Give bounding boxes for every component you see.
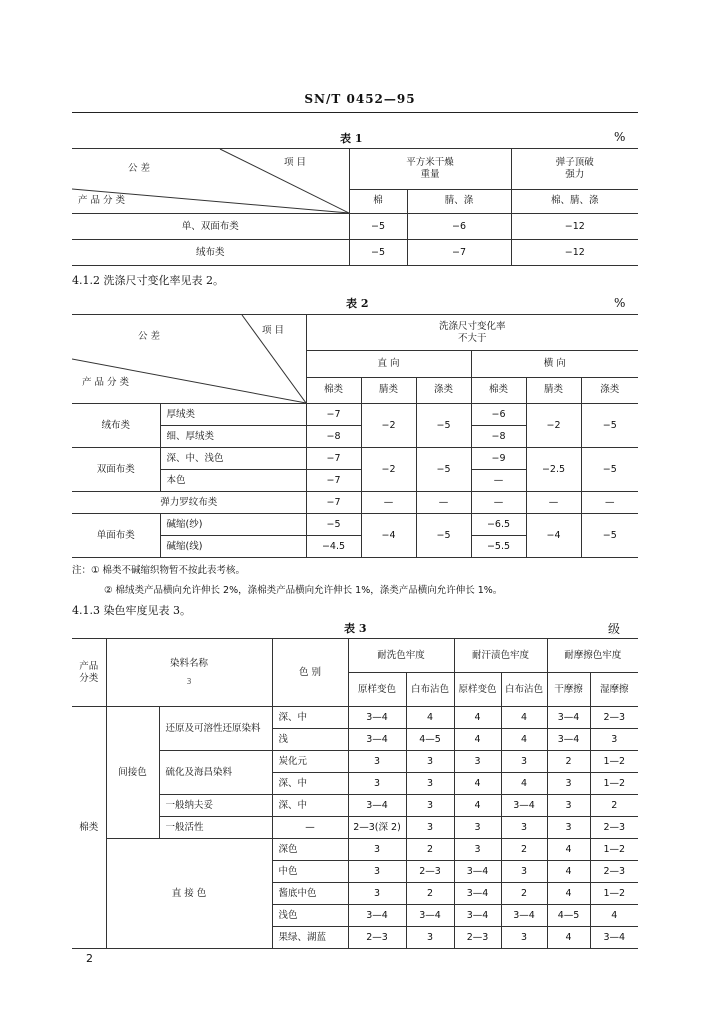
table2-group-name: 弹力罗纹布类 (72, 492, 306, 514)
table-row (72, 214, 638, 240)
table-cell: 4 (406, 707, 454, 729)
table2-header-widthwise: 横 向 (471, 351, 638, 377)
table3-header-dye-label: 染料名称 (170, 657, 209, 669)
table-cell: 3 (406, 927, 454, 949)
table1-sub-cotton: 棉 (349, 189, 407, 213)
table-cell: 3—4 (454, 905, 501, 927)
table3-header-dye-mark: 3 (186, 677, 192, 687)
table-cell: 3—4 (547, 729, 590, 751)
table-cell: 3 (406, 817, 454, 839)
table2-subheader: 棉类 (306, 377, 361, 403)
table-cell: 3 (348, 839, 406, 861)
table-cell: −6.5 (471, 514, 526, 536)
table-cell: 3 (454, 751, 501, 773)
table3-color: 炭化元 (272, 751, 348, 773)
table-cell: 4 (501, 707, 547, 729)
table-cell: 3—4 (501, 795, 547, 817)
table2-subheader: 腈类 (526, 377, 581, 403)
table-cell: 2—3 (406, 861, 454, 883)
table-row (72, 839, 638, 861)
table3-color: — (272, 817, 348, 839)
table-cell: 3—4 (454, 883, 501, 905)
table3-category: 棉类 (72, 707, 106, 949)
table-cell: 2 (501, 883, 547, 905)
table-cell: 3 (454, 839, 501, 861)
table-3 (72, 638, 638, 949)
table-cell: −5 (581, 404, 638, 448)
page-number: 2 (86, 952, 93, 965)
table2-corner-category: 产 品 分 类 (82, 377, 130, 388)
table-cell: −7 (306, 492, 361, 514)
table-row (72, 448, 638, 470)
table3-color: 浅色 (272, 905, 348, 927)
table1-header-weight: 平方米干燥 重量 (349, 149, 511, 190)
table2-sub-name: 厚绒类 (160, 404, 306, 426)
table-cell: −7 (407, 240, 511, 266)
table2-subheader: 涤类 (581, 377, 638, 403)
table-cell: 3 (348, 883, 406, 905)
table-cell: 2 (406, 839, 454, 861)
table-cell: 3—4 (348, 707, 406, 729)
table1-row-name: 绒布类 (72, 240, 349, 266)
table-cell: 3 (348, 861, 406, 883)
table2-header-lengthwise: 直 向 (306, 351, 471, 377)
table-cell: — (416, 492, 471, 514)
table-cell: −5 (349, 240, 407, 266)
table-cell: 3 (590, 729, 638, 751)
table-cell: 4 (590, 905, 638, 927)
table-cell: 3—4 (590, 927, 638, 949)
table3-color: 浅 (272, 729, 348, 751)
table3-color: 深、中 (272, 773, 348, 795)
table2-corner-item: 项 目 (262, 325, 285, 336)
table3-color: 深色 (272, 839, 348, 861)
table-row (72, 514, 638, 536)
table-cell: −4 (361, 514, 416, 558)
table-cell: 2—3(深 2) (348, 817, 406, 839)
table-cell: 3—4 (348, 729, 406, 751)
section-4-1-2: 4.1.2 洗涤尺寸变化率见表 2。 (72, 274, 224, 287)
table3-color: 果绿、湖蓝 (272, 927, 348, 949)
table1-sub-acrylic-poly: 腈、涤 (407, 189, 511, 213)
table2-group-name: 单面布类 (72, 514, 160, 558)
table-cell: 4 (547, 839, 590, 861)
table-cell: — (526, 492, 581, 514)
table-cell: 2 (590, 795, 638, 817)
section-4-1-3: 4.1.3 染色牢度见表 3。 (72, 604, 191, 617)
table2-note-2: ② 棉绒类产品横向允许伸长 2%，涤棉类产品横向允许伸长 1%，涤类产品横向允许伸长 1%。 (104, 585, 503, 596)
table3-subheader: 白布沾色 (406, 673, 454, 707)
header-rule (72, 112, 638, 113)
table-cell: 2 (406, 883, 454, 905)
table-cell: −2 (361, 448, 416, 492)
table-cell: 3—4 (501, 905, 547, 927)
table-cell: 3 (501, 927, 547, 949)
table3-caption: 表 3 (344, 622, 367, 635)
table3-dye-name: 还原及可溶性还原染料 (159, 707, 272, 751)
table1-corner-item: 项 目 (284, 157, 307, 168)
table2-sub-name: 本色 (160, 470, 306, 492)
table3-subheader: 原样变色 (454, 673, 501, 707)
table-cell: 4—5 (406, 729, 454, 751)
table1-unit: % (614, 130, 626, 144)
table-cell: 3—4 (547, 707, 590, 729)
table2-subheader: 棉类 (471, 377, 526, 403)
table3-indirect-label: 间接色 (106, 707, 159, 839)
table-cell: −5 (306, 514, 361, 536)
table-cell: 2—3 (348, 927, 406, 949)
table-cell: −5.5 (471, 536, 526, 558)
table3-color: 深、中 (272, 707, 348, 729)
table2-corner-cell (72, 315, 306, 404)
table2-sub-name: 深、中、浅色 (160, 448, 306, 470)
table-cell: 3 (501, 861, 547, 883)
table3-unit: 级 (608, 622, 621, 636)
table-cell: 4 (454, 795, 501, 817)
table-cell: 2—3 (590, 861, 638, 883)
table3-header-wash: 耐洗色牢度 (348, 639, 454, 673)
table-cell: −2.5 (526, 448, 581, 492)
table-cell: 1—2 (590, 839, 638, 861)
table-cell: 1—2 (590, 751, 638, 773)
table-cell: 3 (348, 751, 406, 773)
table-cell: 3—4 (348, 795, 406, 817)
table-cell: −9 (471, 448, 526, 470)
table-cell: 3 (547, 773, 590, 795)
table-cell: 4 (454, 729, 501, 751)
table-cell: −7 (306, 404, 361, 426)
table3-color: 深、中 (272, 795, 348, 817)
table2-header-dim-change: 洗涤尺寸变化率 不大于 (306, 315, 638, 351)
table-cell: — (581, 492, 638, 514)
table-cell: 2—3 (590, 817, 638, 839)
table-cell: 2—3 (454, 927, 501, 949)
table1-corner-tolerance: 公 差 (128, 163, 151, 174)
table2-unit: % (614, 296, 626, 310)
table-cell: — (361, 492, 416, 514)
table-cell: 3—4 (454, 861, 501, 883)
table3-header-product: 产品 分类 (72, 639, 106, 707)
table3-dye-name: 硫化及海昌染料 (159, 751, 272, 795)
table-cell: 1—2 (590, 883, 638, 905)
table-cell: 4 (547, 861, 590, 883)
table-cell: 3 (547, 795, 590, 817)
table3-color: 中色 (272, 861, 348, 883)
table-cell: −5 (581, 448, 638, 492)
table3-subheader: 白布沾色 (501, 673, 547, 707)
table-cell: 4 (454, 773, 501, 795)
table-cell: 3 (348, 773, 406, 795)
table3-subheader: 原样变色 (348, 673, 406, 707)
table2-sub-name: 细、厚绒类 (160, 426, 306, 448)
table3-dye-name: 一般纳夫妥 (159, 795, 272, 817)
table3-direct-label: 直 接 色 (106, 839, 272, 949)
table-cell: — (471, 492, 526, 514)
table2-sub-name: 碱缩(线) (160, 536, 306, 558)
table-cell: 3—4 (406, 905, 454, 927)
table2-sub-name: 碱缩(纱) (160, 514, 306, 536)
table-cell: 4 (454, 707, 501, 729)
table-row (72, 707, 638, 729)
table-cell: −12 (511, 214, 638, 240)
table-row (72, 404, 638, 426)
table-cell: 2 (547, 751, 590, 773)
table2-subheader: 腈类 (361, 377, 416, 403)
table1-header-burst: 弹子顶破 强力 (511, 149, 638, 190)
table-cell: −6 (471, 404, 526, 426)
table-cell: −7 (306, 448, 361, 470)
table2-caption: 表 2 (346, 297, 369, 310)
table1-corner-cell (72, 149, 349, 214)
table-cell: −8 (471, 426, 526, 448)
table-cell: 4 (547, 927, 590, 949)
table-cell: 4 (547, 883, 590, 905)
table-1 (72, 148, 638, 266)
table-row (72, 240, 638, 266)
table-cell: 1—2 (590, 773, 638, 795)
table-cell: −5 (349, 214, 407, 240)
table-row (72, 492, 638, 514)
table-cell: — (471, 470, 526, 492)
table-cell: 3 (406, 751, 454, 773)
table-cell: −5 (416, 514, 471, 558)
table-cell: −5 (416, 404, 471, 448)
table-cell: 3 (501, 817, 547, 839)
table1-caption: 表 1 (340, 132, 363, 145)
table3-header-color: 色 别 (272, 639, 348, 707)
table-cell: −2 (361, 404, 416, 448)
table3-subheader: 干摩擦 (547, 673, 590, 707)
table-cell: 2 (501, 839, 547, 861)
table-cell: 3—4 (348, 905, 406, 927)
table-cell: −8 (306, 426, 361, 448)
table2-note-1: 注：① 棉类不碱缩织物暂不按此表考核。 (72, 565, 246, 576)
table-cell: 2—3 (590, 707, 638, 729)
table-cell: 4—5 (547, 905, 590, 927)
table2-subheader: 涤类 (416, 377, 471, 403)
table3-subheader: 湿摩擦 (590, 673, 638, 707)
table-cell: −4 (526, 514, 581, 558)
table1-row-name: 单、双面布类 (72, 214, 349, 240)
table-2 (72, 314, 638, 558)
table2-corner-tolerance: 公 差 (138, 331, 161, 342)
table-cell: −5 (416, 448, 471, 492)
table-cell: 4 (501, 773, 547, 795)
table-cell: −7 (306, 470, 361, 492)
table2-group-name: 绒布类 (72, 404, 160, 448)
table-cell: 3 (406, 795, 454, 817)
table-cell: 3 (501, 751, 547, 773)
table-cell: −5 (581, 514, 638, 558)
table3-color: 酱底中色 (272, 883, 348, 905)
table-cell: −6 (407, 214, 511, 240)
table3-header-rub: 耐摩擦色牢度 (547, 639, 638, 673)
table2-group-name: 双面布类 (72, 448, 160, 492)
table-cell: 3 (547, 817, 590, 839)
table-cell: 3 (454, 817, 501, 839)
table-cell: −4.5 (306, 536, 361, 558)
table-cell: −12 (511, 240, 638, 266)
table1-corner-category: 产 品 分 类 (78, 195, 126, 206)
table3-header-sweat: 耐汗渍色牢度 (454, 639, 547, 673)
table1-sub-all: 棉、腈、涤 (511, 189, 638, 213)
document-header: SN/T 0452—95 (304, 92, 416, 106)
table3-dye-name: 一般活性 (159, 817, 272, 839)
table-cell: −2 (526, 404, 581, 448)
table-cell: 3 (406, 773, 454, 795)
table3-header-dye (106, 639, 272, 707)
table-cell: 4 (501, 729, 547, 751)
